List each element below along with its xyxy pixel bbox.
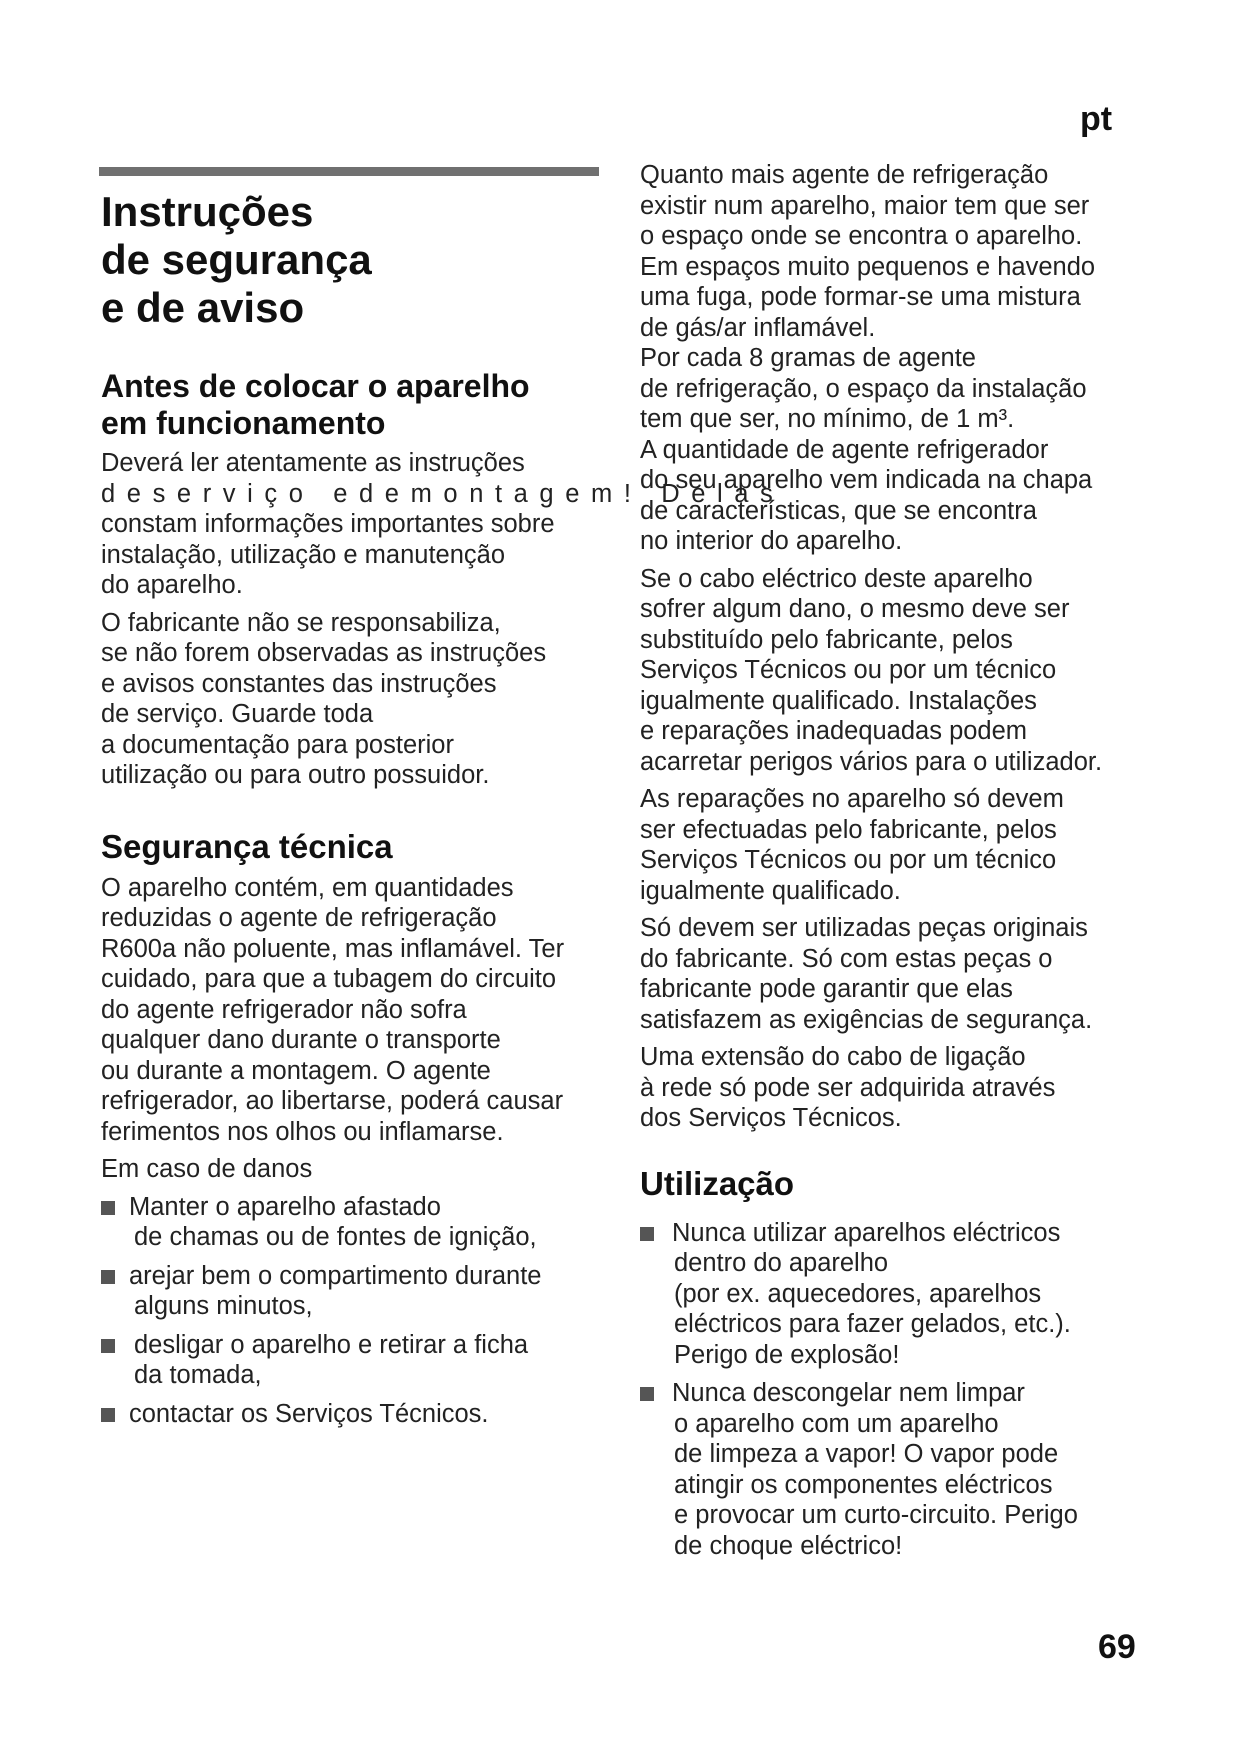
text-line: do agente refrigerador não sofra bbox=[101, 995, 467, 1024]
text-line: constam informações importantes sobre bbox=[101, 510, 555, 538]
text-line: de refrigeração, o espaço da instalação bbox=[640, 374, 1087, 403]
text-line: ferimentos nos olhos ou inflamarse. bbox=[101, 1117, 504, 1146]
page-number: 69 bbox=[1098, 1628, 1136, 1666]
text-line: utilização ou para outro possuidor. bbox=[101, 761, 490, 789]
power-cable-paragraph bbox=[640, 564, 1150, 778]
text-line: Só devem ser utilizadas peças originais bbox=[640, 914, 1088, 942]
square-bullet-icon bbox=[101, 1408, 115, 1422]
text-line: da tomada, bbox=[134, 1361, 262, 1389]
list-item bbox=[101, 1330, 606, 1391]
square-bullet-icon bbox=[101, 1270, 115, 1284]
text-line: Em espaços muito pequenos e havendo bbox=[640, 252, 1096, 281]
extension-cable-paragraph bbox=[640, 1042, 1150, 1134]
text-line: eléctricos para fazer gelados, etc.). bbox=[674, 1310, 1071, 1338]
section-rule bbox=[99, 167, 599, 176]
text-line: uma fuga, pode formar-se uma mistura bbox=[640, 283, 1081, 311]
text-line: Uma extensão do cabo de ligação bbox=[640, 1043, 1026, 1071]
text-line: alguns minutos, bbox=[134, 1292, 313, 1320]
text-line: de serviço. Guarde toda bbox=[101, 700, 374, 728]
text-line: de choque eléctrico! bbox=[674, 1531, 903, 1560]
text-line: igualmente qualificado. bbox=[640, 876, 901, 905]
text-line: satisfazem as exigências de segurança. bbox=[640, 1005, 1093, 1034]
text-line: do fabricante. Só com estas peças o bbox=[640, 944, 1053, 973]
text-line: e provocar um curto-circuito. Perigo bbox=[674, 1501, 1078, 1529]
text-line: deserviço edemontagem! Delas bbox=[101, 479, 785, 508]
section-title-usage: Utilização bbox=[640, 1164, 795, 1202]
text-line: Em caso de danos bbox=[101, 1155, 313, 1183]
text-line: desligar o aparelho e retirar a ficha bbox=[134, 1330, 529, 1359]
text-line: o aparelho com um aparelho bbox=[674, 1409, 999, 1438]
text-line: Nunca descongelar nem limpar bbox=[672, 1379, 1025, 1407]
text-line: de chamas ou de fontes de ignição, bbox=[134, 1223, 537, 1251]
text-line: do aparelho. bbox=[101, 571, 243, 599]
title-line: de segurança bbox=[101, 236, 372, 283]
damage-list bbox=[101, 1192, 606, 1430]
list-item bbox=[640, 1218, 1150, 1371]
text-line: A quantidade de agente refrigerador bbox=[640, 435, 1049, 464]
text-line: Perigo de explosão! bbox=[674, 1340, 900, 1369]
subtitle-line: em funcionamento bbox=[101, 405, 386, 441]
text-line: O aparelho contém, em quantidades bbox=[101, 873, 514, 902]
title-line: e de aviso bbox=[101, 284, 305, 331]
text-line: cuidado, para que a tubagem do circuito bbox=[101, 965, 557, 993]
text-line: R600a não poluente, mas inflamável. Ter bbox=[101, 934, 565, 963]
text-line: e avisos constantes das instruções bbox=[101, 669, 497, 698]
language-code: pt bbox=[1080, 100, 1113, 138]
text-line: qualquer dano durante o transporte bbox=[101, 1026, 501, 1054]
text-line: Deverá ler atentamente as instruções bbox=[101, 449, 525, 477]
text-line: e reparações inadequadas podem bbox=[640, 717, 1028, 745]
text-line: ser efectuadas pelo fabricante, pelos bbox=[640, 815, 1057, 844]
text-line: igualmente qualificado. Instalações bbox=[640, 686, 1037, 715]
text-line: contactar os Serviços Técnicos. bbox=[129, 1399, 489, 1428]
square-bullet-icon bbox=[101, 1339, 115, 1353]
text-line: arejar bem o compartimento durante bbox=[129, 1261, 542, 1290]
subtitle-line: Antes de colocar o aparelho bbox=[101, 368, 530, 404]
text-line: reduzidas o agente de refrigeração bbox=[101, 904, 497, 932]
usage-list bbox=[640, 1218, 1150, 1562]
text-line: no interior do aparelho. bbox=[640, 527, 903, 555]
text-line: dos Serviços Técnicos. bbox=[640, 1104, 902, 1132]
text-line: de características, que se encontra bbox=[640, 496, 1037, 525]
text-line: do seu aparelho vem indicada na chapa bbox=[640, 466, 1093, 494]
text-line: Serviços Técnicos ou por um técnico bbox=[640, 846, 1057, 874]
text-line: O fabricante não se responsabiliza, bbox=[101, 608, 501, 637]
list-item bbox=[101, 1261, 606, 1322]
text-line: a documentação para posterior bbox=[101, 730, 454, 759]
text-line: instalação, utilização e manutenção bbox=[101, 540, 506, 569]
title-line: Instruções bbox=[101, 188, 314, 235]
text-line: atingir os componentes eléctricos bbox=[674, 1470, 1053, 1499]
text-line: Serviços Técnicos ou por um técnico bbox=[640, 656, 1057, 684]
right-column bbox=[640, 160, 1150, 1569]
text-line: ou durante a montagem. O agente bbox=[101, 1056, 491, 1085]
section-title-technical-safety: Segurança técnica bbox=[101, 827, 393, 865]
text-line: Por cada 8 gramas de agente bbox=[640, 344, 976, 372]
text-line: de gás/ar inflamável. bbox=[640, 313, 876, 342]
text-line: à rede só pode ser adquirida através bbox=[640, 1073, 1056, 1102]
damage-label bbox=[101, 1154, 606, 1185]
text-line: (por ex. aquecedores, aparelhos bbox=[674, 1279, 1042, 1308]
text-line: o espaço onde se encontra o aparelho. bbox=[640, 222, 1083, 250]
repairs-paragraph bbox=[640, 784, 1150, 906]
text-line: As reparações no aparelho só devem bbox=[640, 785, 1064, 813]
subsection-title-before-use bbox=[101, 368, 606, 442]
square-bullet-icon bbox=[640, 1227, 654, 1241]
text-line: sofrer algum dano, o mesmo deve ser bbox=[640, 595, 1070, 623]
original-parts-paragraph bbox=[640, 913, 1150, 1035]
text-line: Nunca utilizar aparelhos eléctricos bbox=[672, 1218, 1061, 1247]
list-item bbox=[101, 1192, 606, 1253]
text-line: Se o cabo eléctrico deste aparelho bbox=[640, 564, 1033, 593]
text-line: substituído pelo fabricante, pelos bbox=[640, 625, 1013, 654]
text-line: se não forem observadas as instruções bbox=[101, 639, 547, 667]
text-line: dentro do aparelho bbox=[674, 1249, 889, 1277]
list-item bbox=[101, 1399, 606, 1430]
text-line: Manter o aparelho afastado bbox=[129, 1192, 441, 1221]
page-title bbox=[101, 188, 606, 332]
text-line: Quanto mais agente de refrigeração bbox=[640, 161, 1049, 189]
text-line: fabricante pode garantir que elas bbox=[640, 975, 1013, 1003]
text-line: tem que ser, no mínimo, de 1 m³. bbox=[640, 405, 1015, 433]
refrigerant-volume-paragraph bbox=[640, 160, 1150, 557]
text-line: acarretar perigos vários para o utilizador. bbox=[640, 747, 1103, 776]
list-item bbox=[640, 1378, 1150, 1561]
text-line: refrigerador, ao libertarse, poderá causar bbox=[101, 1087, 564, 1115]
square-bullet-icon bbox=[640, 1387, 654, 1401]
refrigerant-paragraph bbox=[101, 873, 606, 1148]
liability-paragraph bbox=[101, 608, 606, 791]
text-line: existir num aparelho, maior tem que ser bbox=[640, 191, 1090, 220]
text-line: de limpeza a vapor! O vapor pode bbox=[674, 1440, 1059, 1468]
square-bullet-icon bbox=[101, 1201, 115, 1215]
